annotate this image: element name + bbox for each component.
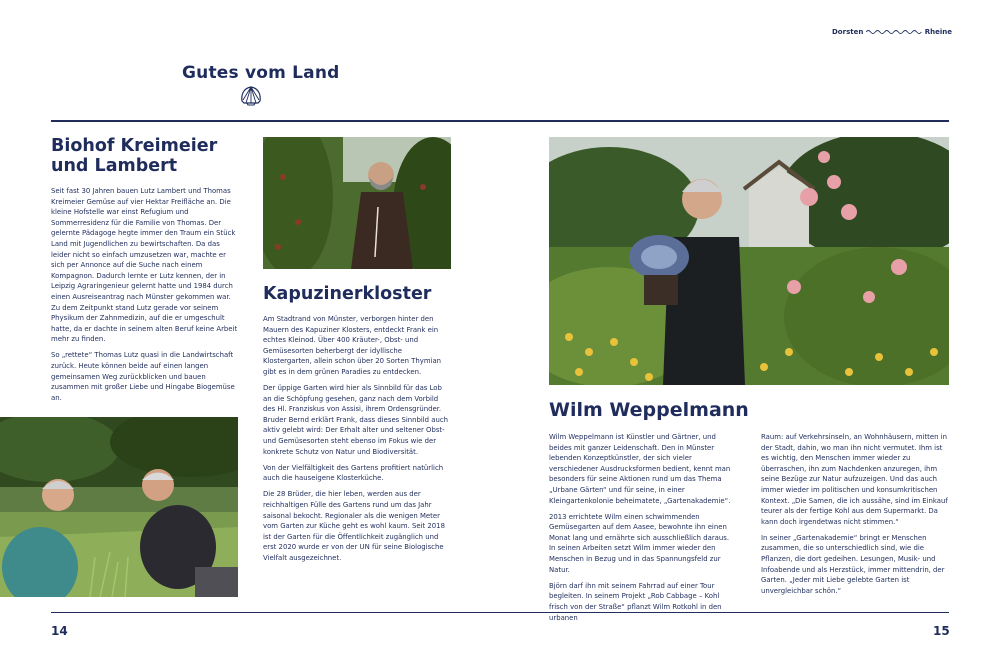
monk-photo — [263, 137, 451, 269]
wilm-paragraph: Raum: auf Verkehrsinseln, an Wohnhäusern, mitten in der Stadt, dahin, wo man ihn nicht vermutet. Ihm ist es wichtig, den Menschen immer wieder zu überraschen, ihn zum Nachdenken anzuregen, ihm seine Bezüge zur Natur aufzuzeigen. Und das auch immer wieder im politischen und konsumkritischen Kontext. „Die Samen, die ich aussähe, sind im Einkauf teurer als der fertige Kohl aus dem Supermarkt. Da kann doch irgendetwas nicht stimmen.“ — [761, 433, 948, 526]
bottom-rule — [51, 612, 949, 613]
kapuziner-title: Kapuzinerkloster — [263, 284, 432, 304]
wilm-paragraph: Wilm Weppelmann ist Künstler und Gärtner, und beides mit ganzer Leidenschaft. Den in Münster lebenden Konzeptkünstler, der sich vieler verschiedener Ausdrucksformen bedient, kennt man besonders für seine Aktionen rund um das Thema „Urbane Gärten“ und für seine, in einer Kleingartenkolonie beheimatete, „Gartenakademie“. — [549, 433, 731, 505]
route-from: Dorsten — [832, 28, 864, 36]
route-to: Rheine — [924, 28, 952, 36]
wave-line-icon — [866, 28, 921, 36]
kapuziner-paragraph: Am Stadtrand von Münster, verborgen hinter den Mauern des Kapuziner Klosters, entdeckt Frank ein echtes Kleinod. Über 400 Kräuter-, Obst- und Gemüsesorten beherbergt der idyllische Klostergarten, allein schon über 20 Sorten Thymian gibt es in dem grünen Paradies zu entdecken. — [263, 315, 442, 376]
farmers-photo — [0, 417, 238, 597]
page-number-right: 15 — [933, 624, 950, 638]
biohof-title-line2: und Lambert — [51, 155, 178, 176]
wilm-paragraph: Björn darf ihn mit seinem Fahrrad auf einer Tour begleiten. In seinem Projekt „Rob Cabbage – Kohl frisch von der Straße“ pflanzt Wilm Rotkohl in den urbanen — [549, 581, 722, 622]
biohof-body — [51, 186, 239, 409]
wilm-photo — [549, 137, 949, 385]
biohof-title — [51, 137, 217, 176]
wilm-title: Wilm Weppelmann — [549, 399, 749, 421]
biohof-title-line1: Biohof Kreimeier — [51, 136, 218, 156]
biohof-paragraph: Seit fast 30 Jahren bauen Lutz Lambert und Thomas Kreimeier Gemüse auf vier Hektar Freifläche an. Die kleine Hofstelle war einst Refugium und Sommerresidenz für die Familie von Thomas. Der gelernte Pädagoge hegte immer den Traum ein Stück Land mit Jugendlichen zu bewirtschaften. Da das leider nicht so einfach umzusetzen war, machte er sich per Annonce auf die Suche nach einem Kompagnon. Dadurch lernte er Lutz kennen, der in Leipzig Agraringenieur gelernt hatte und 1984 durch einen Ausreiseantrag nach Münster gekommen war. Zu dem Zeitpunkt stand Lutz gerade vor seinem Physikum der Zahnmedizin, auf die er umgeschult hatte, da er dachte in seinem alten Beruf keine Arbeit mehr zu finden. — [51, 187, 238, 344]
kapuziner-paragraph: Von der Vielfältigkeit des Gartens profitiert natürlich auch die hauseigene Klosterküche. — [263, 463, 444, 483]
shell-icon — [240, 86, 262, 106]
kapuziner-body — [263, 314, 451, 569]
route-marker — [832, 26, 952, 38]
biohof-paragraph: So „rettete“ Thomas Lutz quasi in die Landwirtschaft zurück. Heute können beide auf einen langen gemeinsamen Weg zurückblicken und bauen zusammen mit großer Liebe und Hingabe Biogemüse an. — [51, 351, 235, 402]
page-number-left: 14 — [51, 624, 68, 638]
kapuziner-paragraph: Die 28 Brüder, die hier leben, werden aus der reichhaltigen Fülle des Gartens rund um das Jahr saisonal bekocht. Regionaler als die wenigen Meter vom Garten zur Küche geht es wohl kaum. Seit 2018 ist der Garten für die Öffentlichkeit zugänglich und erst 2020 wurde er von der UN für seine Biologische Vielfalt ausgezeichnet. — [263, 490, 445, 562]
section-title: Gutes vom Land — [182, 63, 340, 83]
wilm-body-col1 — [549, 432, 737, 629]
wilm-body-col2 — [761, 432, 949, 602]
kapuziner-paragraph: Der üppige Garten wird hier als Sinnbild für das Lob an die Schöpfung gesehen, ganz nach dem Vorbild des Hl. Franziskus von Assisi, ihrem Ordensgründer. Bruder Bernd erklärt Frank, dass dieses Sinnbild auch aktiv gelebt wird: Der Erhalt alter und seltener Obst- und Gemüsesorten steht ebenso im Fokus wie der konkrete Schutz von Natur und Biodiversität. — [263, 384, 448, 456]
wilm-paragraph: 2013 errichtete Wilm einen schwimmenden Gemüsegarten auf dem Aasee, bewohnte ihn einen Monat lang und ernährte sich ausschließlich daraus. In seinen Arbeiten setzt Wilm immer wieder den Menschen in Bezug und in das Spannungsfeld zur Natur. — [549, 512, 730, 574]
top-rule — [51, 120, 949, 122]
wilm-paragraph: In seiner „Gartenakademie“ bringt er Menschen zusammen, die so unterschiedlich sind, wie die Pflanzen, die dort gedeihen. Lesungen, Musik- und Infoabende und als Herzstück, immer mittendrin, der Garten. „Jeder mit Liebe gelebte Garten ist unvergleichbar schön.“ — [761, 533, 945, 595]
